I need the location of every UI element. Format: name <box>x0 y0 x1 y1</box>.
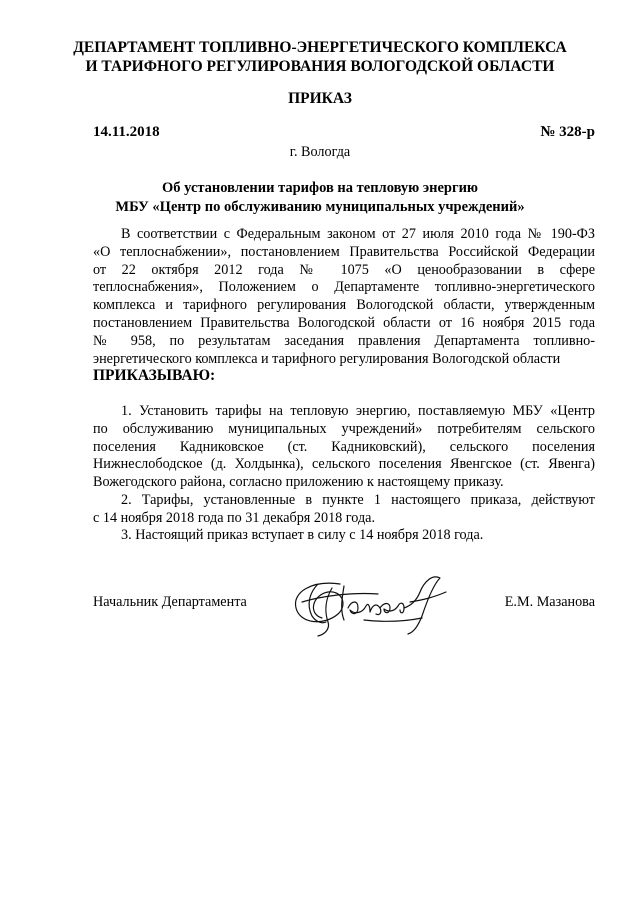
preamble-line: постановлением Правительства Вологодской области от 16 ноября 2015 года <box>93 314 595 331</box>
preamble-line: энергетического комплекса и тарифного регулирования Вологодской области <box>93 350 561 367</box>
preamble-line: В соответствии с Федеральным законом от 27 июля 2010 года № 190-ФЗ <box>121 226 595 242</box>
order-item-3 <box>93 527 595 545</box>
preamble-line: «О теплоснабжении», постановлением Правительства Российской Федерации <box>93 243 595 260</box>
subject-line-1: Об установлении тарифов на тепловую энергию <box>161 180 479 196</box>
item-line: с 14 ноября 2018 года по 31 декабря 2018 года. <box>93 509 376 526</box>
item-line: по обслуживанию муниципальных учреждений» потребителям сельского <box>93 420 595 437</box>
preamble-paragraph <box>93 226 595 368</box>
preamble-line: теплоснабжения», Положением о Департаменте топливно-энергетического <box>93 279 595 296</box>
document-city: г. Вологда <box>289 144 351 160</box>
department-line-2: И ТАРИФНОГО РЕГУЛИРОВАНИЯ ВОЛОГОДСКОЙ ОБЛАСТИ <box>85 58 555 75</box>
order-word: ПРИКАЗЫВАЮ: <box>93 367 216 384</box>
item-line: Вожегодского района, согласно приложению к настоящему приказу. <box>93 474 504 491</box>
document-number: № 328-р <box>540 124 595 140</box>
preamble-line: от 22 октября 2012 года № 1075 «О ценообразовании в сфере <box>93 261 595 278</box>
item-line: 1. Установить тарифы на тепловую энергию, поставляемую МБУ «Центр <box>121 403 595 419</box>
document-date: 14.11.2018 <box>93 124 160 140</box>
signature-name: Е.М. Мазанова <box>504 594 595 610</box>
order-item-2 <box>93 492 595 528</box>
department-line-1: ДЕПАРТАМЕНТ ТОПЛИВНО-ЭНЕРГЕТИЧЕСКОГО КОМПЛЕКСА <box>73 39 567 56</box>
subject-line-2: МБУ «Центр по обслуживанию муниципальных учреждений» <box>115 198 525 215</box>
order-item-1 <box>93 403 595 492</box>
item-line: Нижнеслободское (д. Холдынка), сельского поселения Явенгское (ст. Явенга) <box>93 456 595 473</box>
document-type: ПРИКАЗ <box>288 90 352 107</box>
document-subject <box>60 179 580 216</box>
preamble-line: № 958, по результатам заседания правления Департамента топливно- <box>93 332 595 349</box>
preamble-line: комплекса и тарифного регулирования Вологодской области, утвержденным <box>93 297 595 314</box>
handwritten-signature-image <box>282 562 467 642</box>
item-line: поселения Кадниковское (ст. Кадниковский), сельского поселения <box>93 438 595 455</box>
signature-position: Начальник Департамента <box>93 594 247 610</box>
department-header <box>60 38 580 76</box>
item-line: 2. Тарифы, установленные в пункте 1 настоящего приказа, действуют <box>121 492 595 508</box>
item-line: 3. Настоящий приказ вступает в силу с 14 ноября 2018 года. <box>121 527 484 543</box>
